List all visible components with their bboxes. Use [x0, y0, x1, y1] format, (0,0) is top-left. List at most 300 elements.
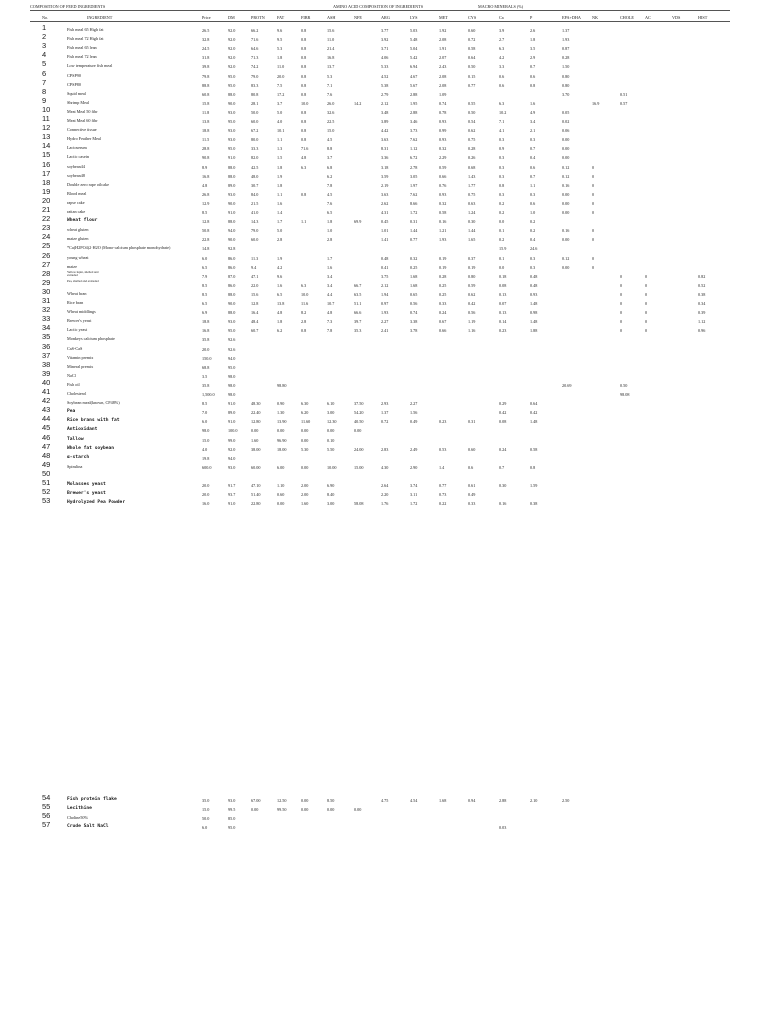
cell-chole-col: 0.50: [620, 382, 628, 388]
row-number: 6: [42, 68, 47, 78]
cell-nfe-col: 69.9: [354, 219, 362, 225]
table-row: [0, 314, 768, 326]
cell-fibr-col: 11.6: [301, 301, 309, 306]
cell-protn-col: 14.3: [251, 219, 259, 225]
cell-cys-col: 0.19: [468, 264, 476, 270]
row-number: 7: [42, 77, 47, 87]
cell-price-col: 60.8: [202, 91, 210, 97]
column-header-chole-col: CHOLE: [620, 15, 634, 20]
cell-protn-col: 50.0: [251, 109, 259, 115]
cell-lys-col: 3.73: [410, 128, 418, 134]
ingredient-name: Soybean meal(known, CP48%): [67, 400, 120, 406]
cell-ash-col: 4.5: [327, 191, 333, 197]
cell-ca-col: 0.18: [499, 273, 507, 279]
cell-lys-col: 4.67: [410, 73, 418, 79]
cell-lys-col: 4.54: [410, 798, 418, 803]
cell-dm-col: 94.0: [228, 228, 236, 234]
cell-dm-col: 94.0: [228, 455, 236, 461]
ingredient-name: Fish meal 65 lean: [67, 45, 97, 51]
column-header-fibr-col: FIBR: [301, 15, 311, 20]
table-row: [0, 195, 768, 208]
ingredient-name: CPSP90: [67, 72, 81, 78]
cell-p-col: 1.88: [530, 328, 538, 334]
cell-fibr-col: 6.20: [301, 410, 309, 416]
cell-fat-col: 20.0: [277, 73, 285, 79]
cell-fat-col: 1.7: [277, 219, 283, 225]
cell-ca-col: 0.6: [499, 73, 505, 79]
cell-lys-col: 3.11: [410, 492, 418, 498]
row-number: 5: [42, 59, 47, 69]
cell-ac-col: 0: [645, 273, 648, 279]
cell-lys-col: 7.62: [410, 191, 418, 197]
cell-dm-col: 88.0: [228, 291, 236, 297]
cell-dm-col: 98.0: [228, 382, 236, 388]
cell-lys-col: 8.66: [410, 200, 418, 206]
cell-lys-col: 6.94: [410, 64, 418, 70]
ingredient-name: soybean48: [67, 172, 85, 178]
cell-cys-col: 0.54: [468, 119, 476, 124]
row-number: 8: [42, 86, 47, 96]
cell-arg-col: 4.42: [381, 128, 389, 134]
ingredient-name: Choline50%: [67, 815, 88, 821]
cell-price-col: 15.0: [202, 807, 210, 813]
header-rule-bottom: [30, 21, 730, 22]
cell-fat-col: 1.30: [277, 410, 285, 416]
cell-hist-col: 0.39: [698, 310, 706, 316]
cell-fibr-col: 0.00: [301, 807, 309, 813]
cell-fat-col: 1.1: [277, 191, 283, 197]
cell-protn-col: 79.0: [251, 228, 259, 234]
cell-epa-dha-col: 1.50: [562, 64, 570, 70]
cell-dm-col: 88.0: [228, 173, 236, 179]
ingredient-name: Rice bran: [67, 300, 84, 305]
cell-chole-col: 0: [620, 291, 623, 297]
cell-p-col: 0.3: [530, 137, 536, 143]
cell-lys-col: 3.38: [410, 319, 418, 325]
cell-met-col: 0.19: [439, 264, 447, 270]
row-number: 13: [42, 132, 51, 142]
cell-met-col: 0.32: [439, 146, 447, 152]
table-row: [0, 50, 768, 62]
cell-fat-col: 5.0: [277, 109, 283, 115]
cell-ash-col: 0.00: [327, 807, 335, 813]
cell-fat-col: 0.00: [277, 428, 285, 434]
cell-fibr-col: 0.8: [301, 28, 307, 33]
cell-nk-col: 0: [592, 191, 595, 197]
cell-p-col: 0.3: [530, 191, 536, 197]
cell-met-col: 0.73: [439, 492, 447, 498]
cell-ca-col: 0.1: [499, 228, 505, 234]
cell-epa-dha-col: 0.05: [562, 109, 570, 115]
cell-dm-col: 91.0: [228, 210, 236, 215]
cell-ash-col: 8.8: [327, 146, 333, 152]
row-number: 21: [42, 205, 51, 214]
table-row: [0, 32, 768, 44]
cell-price-col: 28.8: [202, 146, 210, 152]
cell-fat-col: 0.00: [277, 501, 285, 507]
cell-ca-col: 0.13: [499, 310, 507, 316]
cell-ca-col: 0.3: [499, 173, 505, 179]
cell-ash-col: 5.3: [327, 73, 333, 79]
cell-ash-col: 4.4: [327, 291, 333, 297]
ingredient-name: Fish protein flake: [67, 797, 117, 802]
cell-fibr-col: 0.8: [301, 73, 307, 79]
cell-ca-col: 2.7: [499, 37, 505, 43]
cell-chole-col: 0.51: [620, 91, 628, 97]
cell-protn-col: 60.00: [251, 464, 261, 470]
cell-fibr-col: 6.30: [301, 401, 309, 407]
cell-chole-col: 0.57: [620, 100, 628, 106]
cell-price-col: 6.0: [202, 419, 208, 425]
cell-ca-col: 7.1: [499, 119, 505, 124]
cell-lys-col: 2.49: [410, 446, 418, 452]
cell-nk-col: 0: [592, 264, 595, 270]
cell-dm-col: 93.0: [228, 464, 236, 470]
cell-chole-col: 0: [620, 273, 623, 279]
cell-p-col: 0.42: [530, 410, 538, 416]
row-number: 42: [42, 396, 51, 406]
row-number: 41: [42, 387, 51, 396]
cell-ash-col: 6.8: [327, 164, 333, 170]
cell-dm-col: 98.0: [228, 392, 236, 397]
table-row: [0, 114, 768, 126]
cell-arg-col: 3.48: [381, 109, 389, 115]
cell-fibr-col: 0.8: [301, 37, 307, 43]
cell-dm-col: 90.0: [228, 237, 236, 243]
cell-cys-col: 1.65: [468, 237, 476, 243]
cell-lys-col: 2.27: [410, 401, 418, 407]
table-row: [0, 232, 768, 244]
cell-epa-dha-col: 0.00: [562, 146, 570, 152]
row-number: 15: [42, 150, 51, 160]
cell-fat-col: 98.80: [277, 382, 287, 388]
cell-arg-col: 1.41: [381, 237, 389, 243]
column-header-dm-col: DM: [228, 15, 235, 20]
cell-met-col: 0.58: [439, 210, 447, 215]
row-number: 29: [42, 277, 51, 287]
cell-fat-col: 4.2: [277, 264, 283, 270]
cell-p-col: 0.48: [530, 273, 538, 279]
cell-protn-col: 0.00: [251, 428, 259, 434]
cell-price-col: 8.5: [202, 291, 208, 297]
cell-ash-col: 7.8: [327, 328, 333, 334]
ingredient-name: maize: [67, 263, 77, 269]
cell-fat-col: 1.9: [277, 255, 283, 261]
cell-ash-col: 7.6: [327, 91, 333, 97]
cell-price-col: 8.5: [202, 282, 208, 288]
cell-epa-dha-col: 0.16: [562, 182, 570, 188]
table-row: [0, 487, 768, 499]
cell-met-col: 2.08: [439, 82, 447, 88]
table-row: [0, 414, 768, 426]
cell-protn-col: 9.4: [251, 264, 257, 270]
cell-lys-col: 7.62: [410, 137, 418, 143]
column-header-nk-col: NK: [592, 15, 599, 20]
cell-dm-col: 92.0: [228, 64, 236, 70]
cell-cys-col: 0.49: [468, 492, 476, 498]
cell-arg-col: 5.33: [381, 64, 389, 70]
cell-arg-col: 3.63: [381, 191, 389, 197]
row-number: 38: [42, 359, 51, 369]
cell-epa-dha-col: 1.93: [562, 37, 570, 43]
cell-ca-col: 0.03: [499, 825, 507, 831]
ingredient-name: Pea: [67, 409, 76, 415]
row-number: 23: [42, 223, 51, 233]
cell-fibr-col: 0.00: [301, 464, 309, 470]
cell-epa-dha-col: 0.28: [562, 55, 570, 61]
cell-cys-col: 1.44: [468, 228, 476, 234]
cell-fat-col: 1.1: [277, 137, 283, 143]
cell-met-col: 0.16: [439, 219, 447, 225]
cell-nfe-col: 63.5: [354, 291, 362, 297]
cell-cys-col: 0.42: [468, 301, 476, 306]
cell-cys-col: 1.19: [468, 319, 476, 325]
cell-nk-col: 16.9: [592, 100, 600, 106]
row-number: 39: [42, 368, 51, 378]
cell-cys-col: 0.80: [468, 273, 476, 279]
cell-lys-col: 5.42: [410, 55, 418, 61]
cell-cys-col: 0.55: [468, 100, 476, 106]
column-header-cys-col: CYS: [468, 15, 477, 20]
cell-price-col: 6.0: [202, 825, 208, 831]
cell-protn-col: 67.00: [251, 798, 261, 803]
cell-fat-col: 17.2: [277, 91, 285, 97]
cell-cys-col: 0.37: [468, 255, 476, 261]
row-number: 11: [42, 114, 50, 123]
column-header-met-col: MET: [439, 15, 448, 20]
cell-fibr-col: 0.8: [301, 82, 307, 88]
cell-protn-col: 0.00: [251, 807, 259, 813]
cell-dm-col: 95.0: [228, 146, 236, 152]
cell-dm-col: 92.0: [228, 55, 236, 61]
cell-p-col: 0.7: [530, 64, 536, 70]
table-row: [0, 104, 768, 117]
cell-protn-col: 21.5: [251, 200, 259, 206]
cell-price-col: 18.8: [202, 319, 210, 325]
cell-chole-col: 0: [620, 328, 623, 334]
cell-hist-col: 0.82: [698, 273, 706, 279]
cell-met-col: 0.67: [439, 319, 447, 325]
cell-arg-col: 3.63: [381, 137, 389, 143]
cell-fat-col: 10.1: [277, 128, 285, 134]
cell-p-col: 0.58: [530, 446, 538, 452]
cell-p-col: 2.9: [530, 55, 536, 61]
cell-chole-col: 0: [620, 282, 623, 288]
cell-cys-col: 1.16: [468, 328, 476, 334]
ingredient-name: CaS-CaS: [67, 345, 83, 351]
cell-lys-col: 1.44: [410, 228, 418, 234]
cell-p-col: 2.1: [530, 128, 536, 134]
cell-p-col: 1.8: [530, 37, 536, 43]
row-number: 57: [42, 820, 51, 830]
table-row: [0, 820, 768, 832]
cell-dm-col: 98.0: [228, 373, 236, 379]
cell-fibr-col: 0.8: [301, 55, 307, 61]
cell-dm-col: 85.0: [228, 816, 236, 822]
table-row: [0, 141, 768, 153]
cell-epa-dha-col: 0.00: [562, 210, 570, 215]
cell-ash-col: 12.30: [327, 419, 337, 425]
ingredient-name: Tallow: [67, 436, 84, 442]
cell-price-col: 26.5: [202, 28, 210, 33]
cell-dm-col: 95.0: [228, 73, 236, 79]
table-row: [0, 296, 768, 308]
cell-p-col: 0.48: [530, 282, 538, 288]
cell-met-col: 0.28: [439, 273, 447, 279]
cell-ash-col: 1.0: [327, 228, 333, 234]
cell-price-col: 16.8: [202, 173, 210, 179]
ingredient-name: Lactic yeast: [67, 327, 88, 333]
section-title-amino: AMINO ACID COMPOSITION OF INGREDIENTS: [333, 4, 424, 9]
cell-arg-col: 2.12: [381, 282, 389, 288]
cell-met-col: 0.23: [439, 419, 447, 425]
ingredient-name: rattan cake: [67, 209, 86, 214]
column-header-vds-col: VDS: [672, 15, 681, 20]
ingredient-name: maize gluten: [67, 236, 89, 242]
cell-fat-col: 6.00: [277, 464, 285, 470]
cell-met-col: 0.76: [439, 182, 447, 188]
cell-ca-col: 0.13: [499, 291, 507, 297]
cell-protn-col: 1.60: [251, 437, 259, 443]
cell-ac-col: 0: [645, 291, 648, 297]
ingredient-name: Wheat bran: [67, 290, 87, 296]
table-row: [0, 259, 768, 272]
cell-p-col: 1.1: [530, 182, 536, 188]
cell-met-col: 0.74: [439, 100, 447, 106]
cell-nfe-col: 0.00: [354, 428, 362, 434]
column-header-lys-col: LYS: [410, 15, 418, 20]
column-header-no-col: No.: [42, 15, 49, 20]
cell-met-col: 2.43: [439, 64, 447, 70]
cell-dm-col: 99.0: [228, 437, 236, 443]
cell-price-col: 79.8: [202, 73, 210, 79]
cell-met-col: 1.09: [439, 91, 447, 97]
cell-epa-dha-col: 0.12: [562, 173, 570, 179]
cell-arg-col: 0.97: [381, 301, 389, 306]
cell-met-col: 1.21: [439, 228, 447, 234]
cell-arg-col: 1.94: [381, 291, 389, 297]
cell-price-col: 7.9: [202, 273, 208, 279]
cell-dm-col: 95.0: [228, 364, 236, 370]
cell-ca-col: 0.08: [499, 419, 507, 425]
cell-p-col: 0.38: [530, 501, 538, 507]
cell-fibr-col: 0.8: [301, 328, 307, 334]
cell-nfe-col: 51.1: [354, 301, 362, 306]
cell-ash-col: 4.8: [327, 310, 333, 316]
cell-arg-col: 2.93: [381, 401, 389, 407]
table-row: [0, 277, 768, 290]
cell-dm-col: 93.0: [228, 137, 236, 143]
row-number: 1: [42, 23, 47, 32]
table-row: [0, 350, 768, 363]
cell-fibr-col: 0.8: [301, 191, 307, 197]
ingredient-name: wheat gluten: [67, 227, 89, 233]
table-row: [0, 150, 768, 162]
cell-ac-col: 0: [645, 310, 648, 316]
cell-arg-col: 5.38: [381, 82, 389, 88]
cell-dm-col: 88.0: [228, 91, 236, 97]
column-header-arg-col: ARG: [381, 15, 390, 20]
cell-fat-col: 6.2: [277, 328, 283, 334]
cell-fibr-col: 8.2: [301, 310, 307, 316]
cell-price-col: 68.8: [202, 364, 210, 370]
cell-nfe-col: 54.20: [354, 410, 364, 416]
cell-fat-col: 1.8: [277, 182, 283, 188]
cell-cys-col: 0.63: [468, 200, 476, 206]
cell-dm-col: 92.8: [228, 246, 236, 252]
cell-protn-col: 47.1: [251, 273, 259, 279]
row-number: 52: [42, 487, 51, 497]
cell-price-col: 3.5: [202, 373, 208, 379]
cell-p-col: 0.6: [530, 164, 536, 170]
cell-nk-col: 0: [592, 182, 595, 188]
cell-arg-col: 2.12: [381, 100, 389, 106]
cell-dm-col: 95.0: [228, 825, 236, 831]
cell-ash-col: 7.6: [327, 200, 333, 206]
cell-dm-col: 91.0: [228, 419, 236, 425]
cell-dm-col: 92.6: [228, 337, 236, 343]
cell-cys-col: 0.26: [468, 155, 476, 161]
cell-fibr-col: 2.8: [301, 319, 307, 325]
cell-fat-col: 5.3: [277, 46, 283, 52]
row-number: 51: [42, 478, 51, 487]
cell-dm-col: 92.0: [228, 28, 236, 33]
cell-protn-col: 38.00: [251, 446, 261, 452]
cell-fibr-col: 0.00: [301, 428, 309, 434]
cell-met-col: 2.08: [439, 73, 447, 79]
cell-lys-col: 0.77: [410, 237, 418, 243]
table-row: [0, 59, 768, 71]
cell-protn-col: 67.2: [251, 128, 259, 134]
cell-arg-col: 1.37: [381, 410, 389, 416]
cell-dm-col: 91.0: [228, 501, 236, 507]
cell-fat-col: 1.4: [277, 210, 283, 215]
cell-ca-col: 0.08: [499, 282, 507, 288]
cell-lys-col: 0.65: [410, 291, 418, 297]
cell-chole-col: 0: [620, 301, 623, 306]
cell-price-col: 4.0: [202, 446, 208, 452]
row-number: 50: [42, 468, 51, 478]
cell-nk-col: 0: [592, 164, 595, 170]
cell-protn-col: 74.2: [251, 64, 259, 70]
cell-dm-col: 91.0: [228, 401, 236, 407]
cell-fat-col: 3.7: [277, 100, 283, 106]
ingredient-name: Double zero rape oilcake: [67, 181, 109, 187]
cell-fibr-col: 0.8: [301, 91, 307, 97]
cell-cys-col: 0.64: [468, 55, 476, 61]
cell-dm-col: 92.0: [228, 37, 236, 43]
cell-p-col: 1.59: [530, 483, 538, 488]
cell-fibr-col: 1.1: [301, 219, 307, 225]
cell-fat-col: 1.3: [277, 146, 283, 152]
cell-fat-col: 6.5: [277, 291, 283, 297]
cell-arg-col: 0.45: [381, 219, 389, 225]
cell-protn-col: 33.3: [251, 146, 259, 152]
cell-protn-col: 12.80: [251, 419, 261, 425]
cell-arg-col: 1.93: [381, 310, 389, 316]
cell-nfe-col: 14.2: [354, 100, 362, 106]
cell-fibr-col: 0.8: [301, 128, 307, 134]
cell-p-col: 3.5: [530, 46, 536, 52]
cell-ac-col: 0: [645, 301, 648, 306]
cell-cys-col: 0.68: [468, 164, 476, 170]
table-row: [0, 802, 768, 814]
cell-p-col: 4.9: [530, 109, 536, 115]
cell-fat-col: 0.90: [277, 401, 285, 407]
cell-fibr-col: 2.00: [301, 492, 309, 498]
cell-protn-col: 28.1: [251, 100, 259, 106]
cell-price-col: 50.8: [202, 228, 210, 234]
